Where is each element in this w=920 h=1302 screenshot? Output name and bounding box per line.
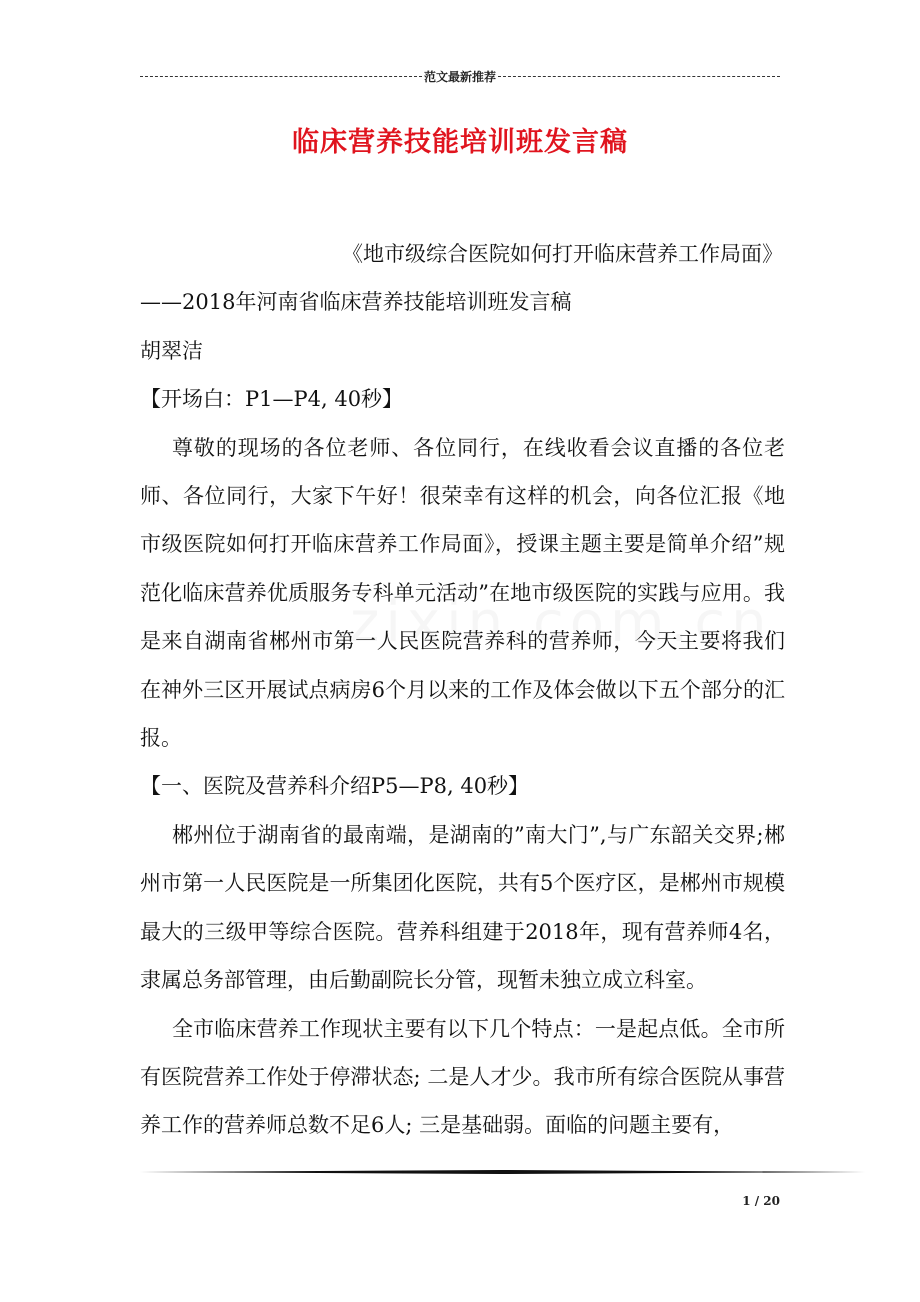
page-header [140, 68, 780, 84]
document-subtitle: 《地市级综合医院如何打开临床营养工作局面》 [342, 242, 783, 266]
document-title: 临床营养技能培训班发言稿 [292, 127, 628, 158]
footer-divider [140, 1170, 865, 1174]
page-number: 1 / 20 [742, 1194, 780, 1208]
header-label: 范文最新推荐 [424, 69, 497, 84]
paragraph-status: 全市临床营养工作现状主要有以下几个特点：一是起点低。全市所有医院营养工作处于停滞状态; 二是人才少。我市所有综合医院从事营养工作的营养师总数不足6人; 三是基础弱。面临的问题主要有， [140, 1016, 785, 1138]
document-byline: ——2018年河南省临床营养技能培训班发言稿 [140, 290, 572, 315]
document-author: 胡翠洁 [140, 338, 203, 363]
section-one-heading: 【一、医院及营养科介绍P5—P8, 40秒】 [140, 774, 530, 799]
section-opening-heading: 【开场白：P1—P4, 40秒】 [140, 387, 404, 412]
header-dash-right [498, 76, 780, 77]
paragraph-intro: 尊敬的现场的各位老师、各位同行，在线收看会议直播的各位老师、各位同行，大家下午好！很荣幸有这样的机会，向各位汇报《地市级医院如何打开临床营养工作局面》，授课主题主要是简单介绍”规范化临床营养优质服务专科单元活动”在地市级医院的实践与应用。我是来自湖南省郴州市第一人民医院营养科的营养师，今天主要将我们在神外三区开展试点病房6个月以来的工作及体会做以下五个部分的汇报。 [140, 435, 785, 751]
paragraph-hospital: 郴州位于湖南省的最南端，是湖南的”南大门”,与广东韶关交界;郴州市第一人民医院是一所集团化医院，共有5个医疗区，是郴州市规模最大的三级甲等综合医院。营养科组建于2018年，现有营养师4名，隶属总务部管理，由后勤副院长分管，现暂未独立成立科室。 [140, 822, 785, 993]
header-dash-left [140, 76, 422, 77]
document-body [140, 230, 785, 1150]
